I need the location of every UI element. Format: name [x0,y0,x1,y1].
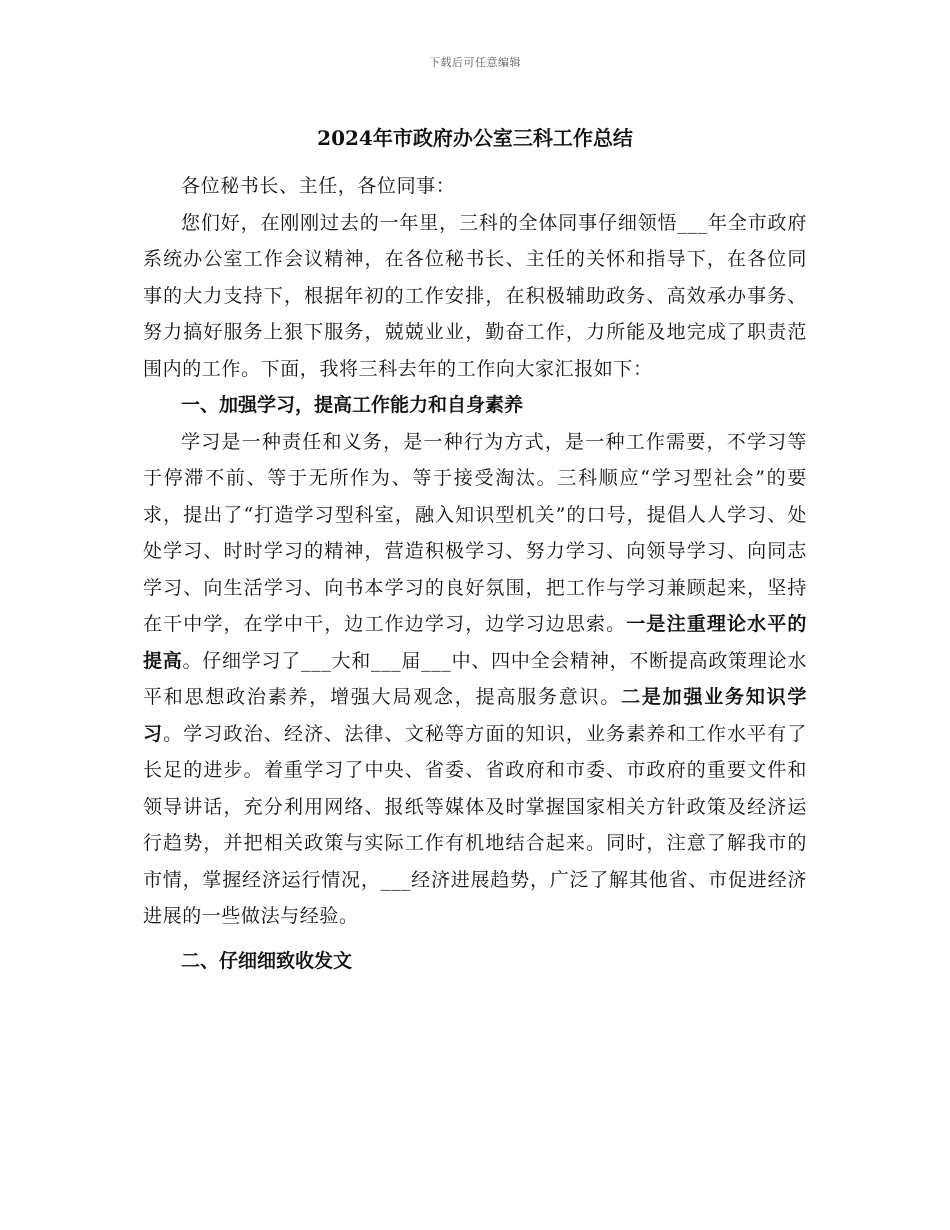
page-header: 下载后可任意编辑 [429,56,521,69]
section1-paragraph [143,424,807,935]
document-title: 2024年市政府办公室三科工作总结 [317,126,633,150]
section1-text-a: 学习是一种责任和义务，是一种行为方式，是一种工作需要，不学习等于停滞不前、等于无所作为、等于接受淘汰。三科顺应“学习型社会”的要求，提出了“打造学习型科室，融入知识型机关”的口号，提倡人人学习、处处学习、时时学习的精神，营造积极学习、努力学习、向领导学习、向同志学习、向生活学习、向书本学习的良好氛围，把工作与学习兼顾起来，坚持在干中学，在学中干，边工作边学习，边学习边思索。 [143,430,807,635]
salutation: 各位秘书长、主任，各位同事： [181,175,456,197]
section-heading-2: 二、仔细细致收发文 [181,949,353,972]
section1-bold-2: 二是加强业务知识学习 [143,686,807,745]
section-heading-1: 一、加强学习，提高工作能力和自身素养 [181,394,524,416]
intro-paragraph: 您们好，在刚刚过去的一年里，三科的全体同事仔细领悟___年全市政府系统办公室工作会议精神，在各位秘书长、主任的关怀和指导下，在各位同事的大力支持下，根据年初的工作安排，在积极辅助政务、高效承办事务、努力搞好服务上狠下服务，兢兢业业，勤奋工作，力所能及地完成了职责范围内的工作。下面，我将三科去年的工作向大家汇报如下： [143,211,807,380]
section1-text-c: 。学习政治、经济、法律、文秘等方面的知识，业务素养和工作水平有了长足的进步。着重学习了中央、省委、省政府和市委、市政府的重要文件和领导讲话，充分利用网络、报纸等媒体及时掌握国家相关方针政策及经济运行趋势，并把相关政策与实际工作有机地结合起来。同时，注意了解我市的市情，掌握经济运行情况，___经济进展趋势，广泛了解其他省、市促进经济进展的一些做法与经验。 [143,722,807,927]
document-body [143,118,807,979]
section1-bold-1: 一是注重理论水平的提高 [143,613,807,672]
section1-text-b: 。仔细学习了___大和___届___中、四中全会精神，不断提高政策理论水平和思想政治素养，增强大局观念，提高服务意识。 [143,649,808,708]
